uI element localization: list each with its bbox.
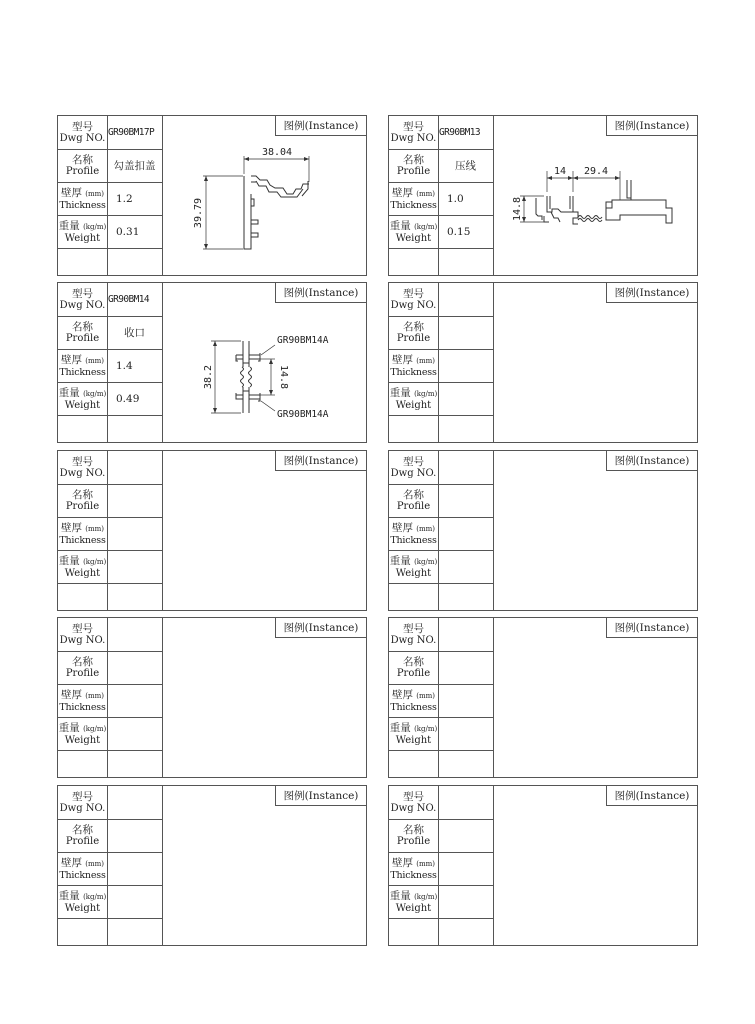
profile-label xyxy=(58,652,107,685)
label-zh: 壁厚 xyxy=(60,353,82,366)
profile-value: 压线 xyxy=(438,150,493,183)
profile-label xyxy=(58,485,107,518)
label-unit: (kg/m) xyxy=(414,892,438,901)
dwg-no-label xyxy=(58,451,107,485)
profile-drawing xyxy=(163,136,366,275)
profile-seal xyxy=(241,367,244,387)
thickness-label xyxy=(389,350,438,383)
dwg-no-value: GR90BM14 xyxy=(107,283,162,317)
label-zh: 壁厚 xyxy=(60,186,82,199)
label-zh: 壁厚 xyxy=(60,521,82,534)
label-zh: 名称 xyxy=(403,154,424,166)
profile-label xyxy=(389,820,438,853)
label-en: Weight xyxy=(395,567,432,579)
part-top-label: GR90BM14A xyxy=(277,335,329,346)
dwg-no-value xyxy=(107,786,162,820)
label-en: Thickness xyxy=(390,366,437,378)
label-en: Thickness xyxy=(59,701,106,713)
label-zh: 型号 xyxy=(72,790,93,803)
instance-label: 图例(Instance) xyxy=(606,116,697,136)
value-column xyxy=(438,618,494,777)
thickness-value xyxy=(438,518,493,551)
weight-value: 0.31 xyxy=(107,216,162,249)
label-zh: 重量 xyxy=(389,219,411,232)
label-en: Dwg NO. xyxy=(59,132,106,144)
profile-card xyxy=(57,785,367,946)
weight-label xyxy=(58,216,107,249)
label-en: Weight xyxy=(64,902,101,914)
label-column xyxy=(58,283,108,442)
dwg-no-value xyxy=(438,618,493,652)
label-unit: (kg/m) xyxy=(83,892,107,901)
label-zh: 型号 xyxy=(403,790,424,803)
label-unit: (kg/m) xyxy=(83,557,107,566)
label-unit: (mm) xyxy=(416,189,436,198)
label-en: Profile xyxy=(65,501,100,512)
profile-card xyxy=(388,282,698,443)
label-unit: (mm) xyxy=(85,524,105,533)
label-en: Dwg NO. xyxy=(59,802,106,814)
profile-value xyxy=(438,652,493,685)
label-zh: 型号 xyxy=(72,455,93,468)
dim-inner-label: 14.8 xyxy=(278,364,289,390)
thickness-value xyxy=(107,518,162,551)
label-zh: 名称 xyxy=(72,824,93,836)
label-zh: 名称 xyxy=(72,489,93,501)
thickness-value xyxy=(107,685,162,718)
thickness-label xyxy=(389,183,438,216)
profile-card xyxy=(57,450,367,611)
label-en: Profile xyxy=(396,668,431,679)
label-unit: (kg/m) xyxy=(83,389,107,398)
label-zh: 壁厚 xyxy=(391,353,413,366)
label-en: Profile xyxy=(396,166,431,177)
empty-label xyxy=(389,584,438,610)
weight-label xyxy=(58,718,107,751)
dim-h-label: 14.8 xyxy=(512,196,523,222)
profile-value: 勾盖扣盖 xyxy=(107,150,162,183)
label-en: Thickness xyxy=(390,701,437,713)
weight-value xyxy=(438,383,493,416)
dwg-no-label xyxy=(389,451,438,485)
profile-card xyxy=(57,617,367,778)
profile-drawing xyxy=(494,136,697,275)
empty-value xyxy=(438,751,493,777)
label-column xyxy=(389,283,439,442)
weight-label xyxy=(389,383,438,416)
dwg-no-label xyxy=(58,116,107,150)
thickness-label xyxy=(58,350,107,383)
instance-label: 图例(Instance) xyxy=(275,618,366,638)
label-zh: 壁厚 xyxy=(391,856,413,869)
label-en: Weight xyxy=(64,567,101,579)
weight-value: 0.15 xyxy=(438,216,493,249)
dwg-no-value xyxy=(107,618,162,652)
weight-label xyxy=(58,886,107,919)
empty-label xyxy=(58,249,107,275)
label-zh: 型号 xyxy=(403,287,424,300)
dim-height-label: 39.79 xyxy=(193,197,204,229)
weight-value xyxy=(438,718,493,751)
label-en: Thickness xyxy=(390,869,437,881)
label-en: Profile xyxy=(65,836,100,847)
weight-value: 0.49 xyxy=(107,383,162,416)
empty-value xyxy=(107,751,162,777)
thickness-value xyxy=(107,853,162,886)
dwg-no-label xyxy=(58,786,107,820)
instance-label: 图例(Instance) xyxy=(606,283,697,303)
empty-label xyxy=(389,919,438,945)
part-bottom-label: GR90BM14A xyxy=(277,409,329,420)
label-unit: (mm) xyxy=(416,691,436,700)
dwg-no-label xyxy=(389,618,438,652)
label-unit: (kg/m) xyxy=(414,222,438,231)
profile-card xyxy=(57,115,367,276)
value-column xyxy=(107,786,163,945)
empty-label xyxy=(389,416,438,442)
label-en: Thickness xyxy=(59,869,106,881)
label-en: Profile xyxy=(396,836,431,847)
label-en: Dwg NO. xyxy=(390,467,437,479)
empty-label xyxy=(58,919,107,945)
label-zh: 型号 xyxy=(72,287,93,300)
label-en: Profile xyxy=(396,333,431,344)
label-column xyxy=(58,786,108,945)
profile-value xyxy=(107,485,162,518)
weight-value xyxy=(438,886,493,919)
profile-label xyxy=(58,317,107,350)
thickness-value: 1.2 xyxy=(107,183,162,216)
thickness-value: 1.0 xyxy=(438,183,493,216)
label-zh: 型号 xyxy=(72,622,93,635)
label-zh: 壁厚 xyxy=(391,186,413,199)
thickness-value xyxy=(438,853,493,886)
instance-label: 图例(Instance) xyxy=(275,116,366,136)
instance-label: 图例(Instance) xyxy=(275,786,366,806)
label-zh: 型号 xyxy=(403,622,424,635)
empty-value xyxy=(438,249,493,275)
dwg-no-value xyxy=(438,451,493,485)
weight-label xyxy=(58,551,107,584)
label-zh: 重量 xyxy=(58,386,80,399)
label-column xyxy=(58,116,108,275)
label-unit: (mm) xyxy=(416,859,436,868)
dwg-no-label xyxy=(58,283,107,317)
label-zh: 重量 xyxy=(389,554,411,567)
weight-value xyxy=(438,551,493,584)
label-zh: 重量 xyxy=(58,721,80,734)
weight-value xyxy=(107,551,162,584)
label-zh: 重量 xyxy=(58,889,80,902)
label-en: Thickness xyxy=(59,366,106,378)
dwg-no-label xyxy=(58,618,107,652)
label-unit: (kg/m) xyxy=(414,724,438,733)
label-en: Thickness xyxy=(59,199,106,211)
value-column xyxy=(107,451,163,610)
profile-cap xyxy=(251,176,309,194)
profile-value xyxy=(438,317,493,350)
label-en: Profile xyxy=(65,166,100,177)
label-unit: (kg/m) xyxy=(414,557,438,566)
label-zh: 壁厚 xyxy=(391,688,413,701)
dwg-no-label xyxy=(389,116,438,150)
value-column xyxy=(438,451,494,610)
value-column xyxy=(107,283,163,442)
thickness-value: 1.4 xyxy=(107,350,162,383)
profile-body xyxy=(536,198,542,220)
dwg-no-label xyxy=(389,786,438,820)
label-unit: (mm) xyxy=(85,691,105,700)
label-en: Thickness xyxy=(390,534,437,546)
profile-value xyxy=(107,652,162,685)
empty-label xyxy=(58,751,107,777)
label-unit: (mm) xyxy=(85,356,105,365)
profile-drawing xyxy=(163,303,366,442)
leader-line xyxy=(261,401,275,411)
profile-label xyxy=(389,150,438,183)
profile-value xyxy=(107,820,162,853)
empty-label xyxy=(58,416,107,442)
label-en: Weight xyxy=(64,734,101,746)
profile-label xyxy=(389,652,438,685)
empty-value xyxy=(107,584,162,610)
instance-label: 图例(Instance) xyxy=(606,786,697,806)
thickness-label xyxy=(58,518,107,551)
profile-label xyxy=(58,820,107,853)
label-en: Weight xyxy=(395,399,432,411)
label-column xyxy=(389,451,439,610)
thickness-label xyxy=(389,853,438,886)
weight-label xyxy=(389,718,438,751)
value-column xyxy=(438,116,494,275)
thickness-label xyxy=(58,183,107,216)
label-en: Weight xyxy=(64,232,101,244)
instance-label: 图例(Instance) xyxy=(606,618,697,638)
label-en: Dwg NO. xyxy=(59,634,106,646)
profile-seal xyxy=(578,219,602,222)
profile-label xyxy=(389,485,438,518)
label-en: Profile xyxy=(65,333,100,344)
weight-label xyxy=(389,886,438,919)
dwg-no-value xyxy=(107,451,162,485)
label-zh: 型号 xyxy=(403,120,424,133)
label-zh: 重量 xyxy=(58,219,80,232)
label-column xyxy=(58,451,108,610)
profile-value xyxy=(438,485,493,518)
dim-w1-label: 14 xyxy=(553,166,567,177)
label-zh: 重量 xyxy=(389,889,411,902)
label-unit: (kg/m) xyxy=(414,389,438,398)
instance-label: 图例(Instance) xyxy=(275,283,366,303)
label-zh: 壁厚 xyxy=(60,856,82,869)
label-unit: (kg/m) xyxy=(83,724,107,733)
thickness-label xyxy=(58,853,107,886)
label-zh: 重量 xyxy=(389,386,411,399)
label-en: Dwg NO. xyxy=(390,132,437,144)
empty-label xyxy=(389,751,438,777)
label-zh: 名称 xyxy=(72,154,93,166)
label-unit: (kg/m) xyxy=(83,222,107,231)
label-en: Dwg NO. xyxy=(59,467,106,479)
thickness-label xyxy=(389,518,438,551)
profile-card xyxy=(388,450,698,611)
label-zh: 名称 xyxy=(72,321,93,333)
instance-label: 图例(Instance) xyxy=(275,451,366,471)
label-unit: (mm) xyxy=(416,356,436,365)
label-en: Weight xyxy=(64,399,101,411)
label-en: Weight xyxy=(395,232,432,244)
value-column xyxy=(438,283,494,442)
label-en: Dwg NO. xyxy=(390,802,437,814)
label-unit: (mm) xyxy=(85,859,105,868)
dwg-no-value: GR90BM17P xyxy=(107,116,162,150)
dim-w2-label: 29.4 xyxy=(583,166,609,177)
profile-card xyxy=(388,785,698,946)
empty-value xyxy=(438,919,493,945)
label-zh: 重量 xyxy=(58,554,80,567)
dim-height-label: 38.2 xyxy=(203,364,214,390)
label-column xyxy=(389,618,439,777)
profile-label xyxy=(389,317,438,350)
empty-value xyxy=(438,584,493,610)
label-en: Weight xyxy=(395,902,432,914)
label-zh: 名称 xyxy=(403,824,424,836)
empty-value xyxy=(438,416,493,442)
dwg-no-value xyxy=(438,786,493,820)
label-zh: 名称 xyxy=(72,656,93,668)
profile-card xyxy=(57,282,367,443)
value-column xyxy=(438,786,494,945)
label-zh: 壁厚 xyxy=(60,688,82,701)
weight-label xyxy=(389,216,438,249)
label-zh: 壁厚 xyxy=(391,521,413,534)
profile-card xyxy=(388,617,698,778)
empty-value xyxy=(107,416,162,442)
label-en: Thickness xyxy=(59,534,106,546)
weight-value xyxy=(107,886,162,919)
label-column xyxy=(389,786,439,945)
label-zh: 重量 xyxy=(389,721,411,734)
profile-card xyxy=(388,115,698,276)
profile-body xyxy=(244,194,251,249)
label-unit: (mm) xyxy=(85,189,105,198)
label-zh: 名称 xyxy=(403,656,424,668)
profile-label xyxy=(58,150,107,183)
weight-label xyxy=(58,383,107,416)
label-zh: 名称 xyxy=(403,489,424,501)
empty-value xyxy=(107,249,162,275)
label-en: Weight xyxy=(395,734,432,746)
dwg-no-value: GR90BM13 xyxy=(438,116,493,150)
label-en: Thickness xyxy=(390,199,437,211)
thickness-value xyxy=(438,350,493,383)
leader-line xyxy=(261,345,275,355)
weight-value xyxy=(107,718,162,751)
label-en: Dwg NO. xyxy=(390,299,437,311)
label-zh: 型号 xyxy=(72,120,93,133)
label-en: Dwg NO. xyxy=(59,299,106,311)
dwg-no-label xyxy=(389,283,438,317)
label-en: Profile xyxy=(396,501,431,512)
dwg-no-value xyxy=(438,283,493,317)
thickness-value xyxy=(438,685,493,718)
label-en: Dwg NO. xyxy=(390,634,437,646)
profile-value: 收口 xyxy=(107,317,162,350)
value-column xyxy=(107,618,163,777)
weight-label xyxy=(389,551,438,584)
thickness-label xyxy=(58,685,107,718)
instance-label: 图例(Instance) xyxy=(606,451,697,471)
thickness-label xyxy=(389,685,438,718)
empty-label xyxy=(58,584,107,610)
label-zh: 型号 xyxy=(403,455,424,468)
dim-width-label: 38.04 xyxy=(261,147,293,158)
value-column xyxy=(107,116,163,275)
label-column xyxy=(389,116,439,275)
empty-value xyxy=(107,919,162,945)
profile-value xyxy=(438,820,493,853)
label-en: Profile xyxy=(65,668,100,679)
label-unit: (mm) xyxy=(416,524,436,533)
label-column xyxy=(58,618,108,777)
empty-label xyxy=(389,249,438,275)
label-zh: 名称 xyxy=(403,321,424,333)
